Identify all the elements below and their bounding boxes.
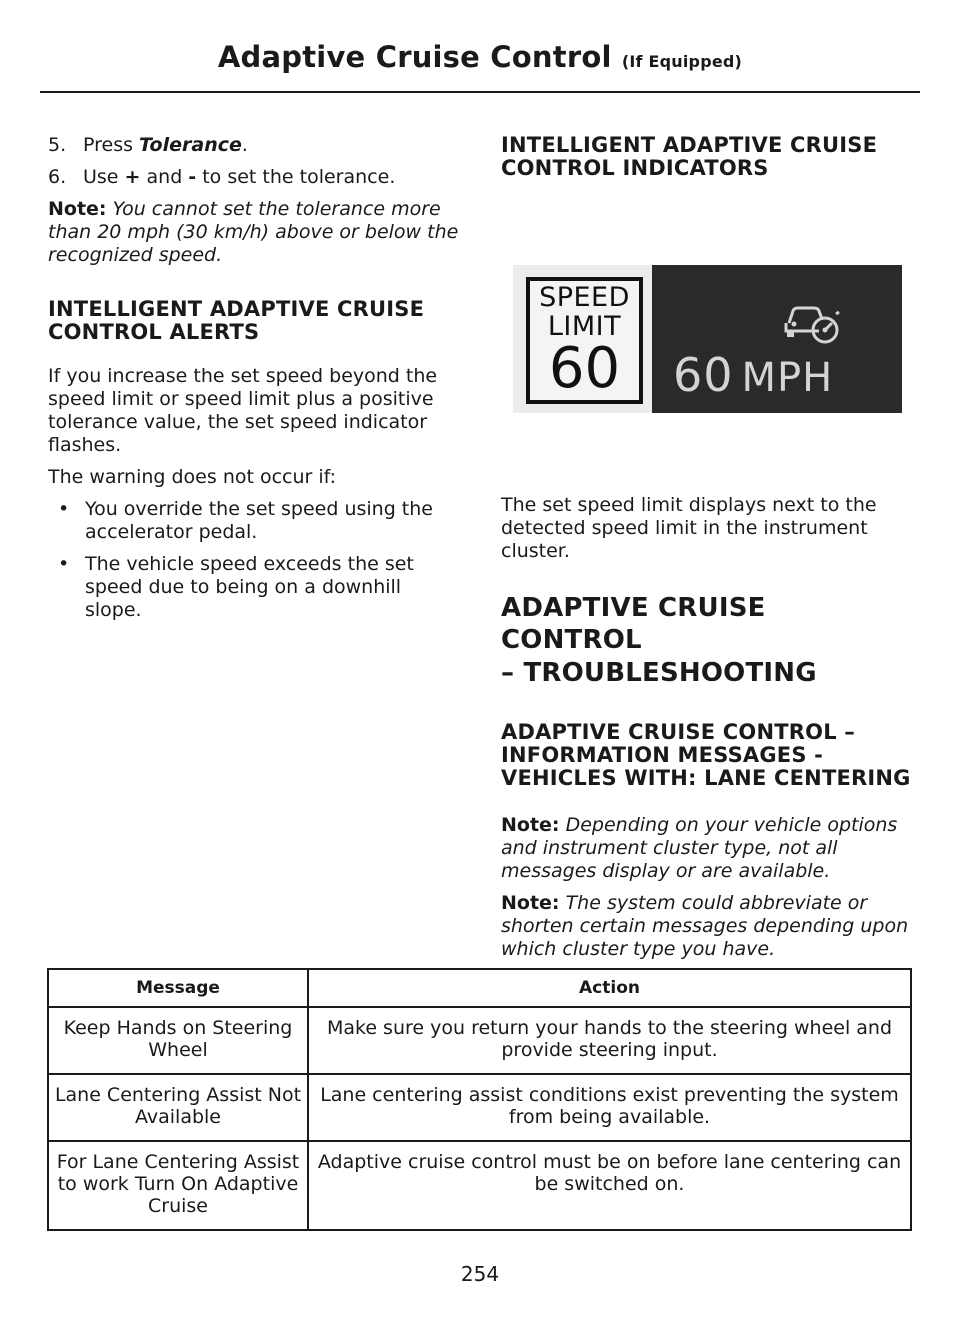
- header-title-text: Adaptive Cruise Control: [217, 40, 612, 74]
- alerts-heading: INTELLIGENT ADAPTIVE CRUISE CONTROL ALERTS: [48, 297, 425, 344]
- action-cell: Make sure you return your hands to the steering wheel and provide steering input.: [308, 1007, 911, 1074]
- table-row: [48, 1141, 911, 1230]
- cluster-indicator-figure: [513, 265, 902, 413]
- message-cell: Keep Hands on Steering Wheel: [48, 1007, 308, 1074]
- header-rule: [40, 91, 920, 93]
- action-cell: Lane centering assist conditions exist preventing the system from being available.: [308, 1074, 911, 1141]
- step-number: 6.: [48, 166, 67, 188]
- bullet-text: You override the set speed using the accelerator pedal.: [85, 498, 433, 543]
- bullet-dot: •: [58, 553, 70, 575]
- troubleshooting-heading-line1: ADAPTIVE CRUISE CONTROL: [501, 593, 766, 655]
- message-cell: For Lane Centering Assist to work Turn On Adaptive Cruise: [48, 1141, 308, 1230]
- table-header-row: [48, 969, 911, 1007]
- speed-limit-sign-face: [526, 277, 643, 404]
- page-header-title: [0, 40, 960, 74]
- note-abbreviate: Note: The system could abbreviate or shorten certain messages depending upon which cluster type you have.: [501, 892, 909, 960]
- step-text: Use + and - to set the tolerance.: [83, 166, 396, 188]
- set-speed-unit: MPH: [741, 355, 834, 401]
- alerts-paragraph: If you increase the set speed beyond the speed limit or speed limit plus a positive tolerance value, the set speed indicator flashes.: [48, 365, 438, 456]
- set-speed-readout: [673, 349, 833, 404]
- left-column: [48, 134, 460, 631]
- sign-line-limit: LIMIT: [547, 311, 622, 342]
- bullet-item: [48, 498, 460, 544]
- step-number: 5.: [48, 134, 67, 156]
- sign-line-speed: SPEED: [539, 282, 630, 313]
- step-item: [48, 166, 460, 189]
- right-column: [501, 134, 913, 970]
- warning-intro: The warning does not occur if:: [48, 466, 337, 488]
- table-row: [48, 1007, 911, 1074]
- troubleshooting-heading-line2: – TROUBLESHOOTING: [501, 658, 817, 688]
- note-cluster-options: Note: Depending on your vehicle options and instrument cluster type, not all messages display or are available.: [501, 814, 898, 882]
- step-item: [48, 134, 460, 157]
- sign-speed-value: 60: [548, 336, 621, 401]
- note-tolerance: Note: You cannot set the tolerance more than 20 mph (30 km/h) above or below the recognized speed.: [48, 198, 459, 266]
- header-title-suffix: (If Equipped): [621, 52, 743, 71]
- set-speed-value: 60: [673, 348, 734, 402]
- step-text: Press Tolerance.: [83, 134, 248, 156]
- speed-limit-sign: [513, 265, 652, 413]
- bullet-text: The vehicle speed exceeds the set speed due to being on a downhill slope.: [85, 553, 414, 621]
- page-number: 254: [460, 1262, 500, 1286]
- messages-table: [47, 968, 912, 1231]
- info-messages-heading: ADAPTIVE CRUISE CONTROL – INFORMATION MESSAGES - VEHICLES WITH: LANE CENTERING: [501, 720, 911, 790]
- indicators-heading: INTELLIGENT ADAPTIVE CRUISE CONTROL INDICATORS: [501, 133, 878, 180]
- table-row: [48, 1074, 911, 1141]
- bullet-item: [48, 553, 460, 622]
- message-cell: Lane Centering Assist Not Available: [48, 1074, 308, 1141]
- indicators-paragraph: The set speed limit displays next to the detected speed limit in the instrument cluster.: [501, 494, 877, 562]
- action-cell: Adaptive cruise control must be on before lane centering can be switched on.: [308, 1141, 911, 1230]
- bullet-dot: •: [58, 498, 70, 520]
- adaptive-cruise-car-icon: [781, 297, 841, 347]
- column-header-action: Action: [308, 969, 911, 1007]
- column-header-message: Message: [48, 969, 308, 1007]
